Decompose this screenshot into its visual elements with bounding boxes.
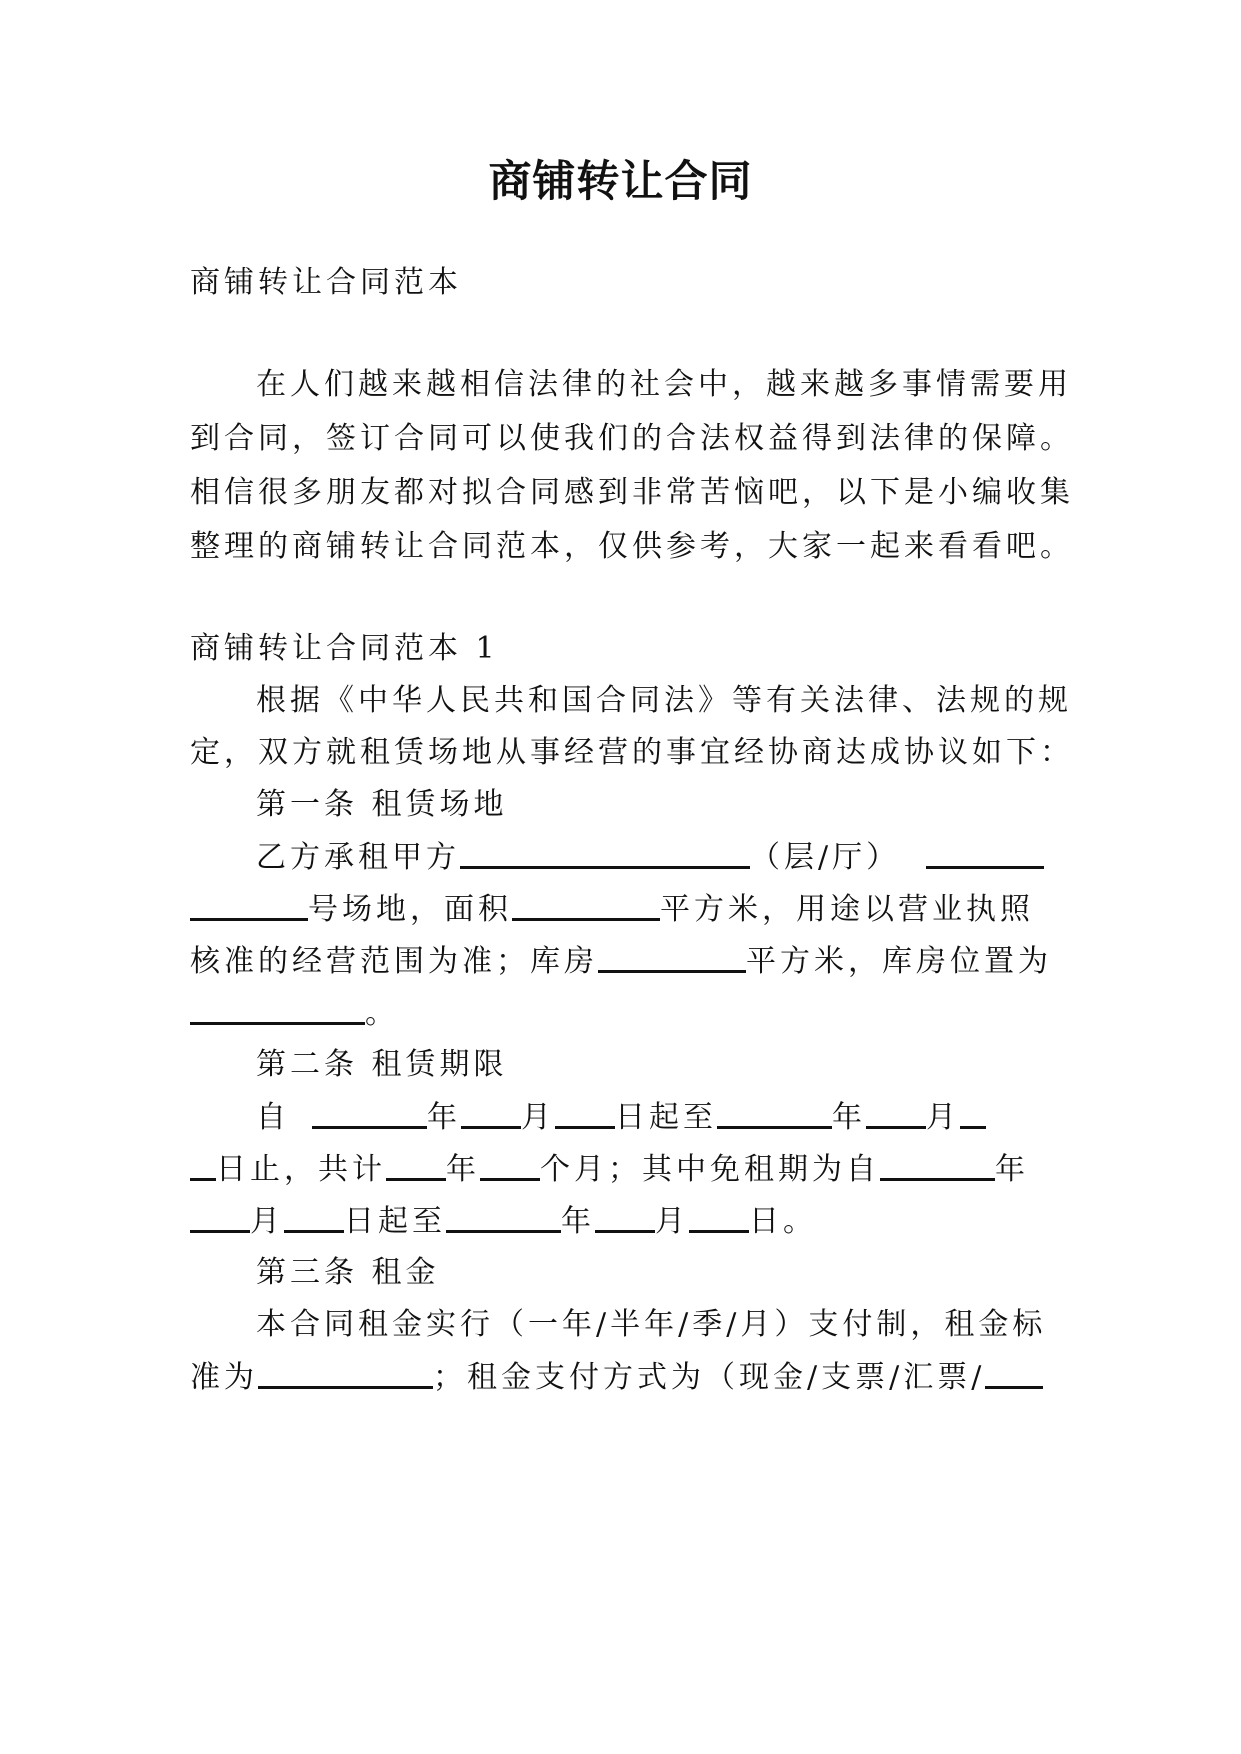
- article1-text: 平方米，用途以营业执照: [660, 892, 1034, 927]
- article3-text: 准为: [190, 1360, 258, 1395]
- article2-text: 日止，共计: [216, 1152, 386, 1187]
- document-title: 商铺转让合同: [488, 157, 753, 207]
- article1-line-4: [190, 992, 1050, 1035]
- intro-line-1: 在人们越来越相信法律的社会中，越来越多事情需要用: [256, 367, 1072, 402]
- article2-line-1: [256, 1096, 1050, 1139]
- preamble-line-2: 定，双方就租赁场地从事经营的事宜经协商达成协议如下：: [190, 735, 1074, 770]
- fill-blank: [312, 1098, 427, 1129]
- article1-text: 乙方承租甲方: [256, 840, 460, 875]
- intro-line-3: 相信很多朋友都对拟合同感到非常苦恼吧，以下是小编收集: [190, 475, 1074, 510]
- fill-blank: [960, 1098, 986, 1129]
- article3-line-2: [190, 1356, 1050, 1399]
- article1-text: 号场地，面积: [308, 892, 512, 927]
- fill-blank: [985, 1358, 1043, 1389]
- fill-blank: [258, 1358, 433, 1389]
- article2-text: 年: [561, 1204, 595, 1239]
- fill-blank: [717, 1098, 832, 1129]
- fill-blank: [512, 890, 660, 921]
- article1-line-3: [190, 940, 1050, 983]
- fill-blank: [284, 1202, 344, 1233]
- article2-text: 年: [995, 1152, 1029, 1187]
- article2-text: 月: [655, 1204, 689, 1239]
- article1-heading: 第一条 租赁场地: [256, 787, 508, 822]
- article2-text: 年: [832, 1100, 866, 1135]
- fill-blank: [555, 1098, 615, 1129]
- preamble-line-1: 根据《中华人民共和国合同法》等有关法律、法规的规: [256, 683, 1072, 718]
- fill-blank: [866, 1098, 926, 1129]
- article3-line-1: 本合同租金实行（一年/半年/季/月）支付制，租金标: [256, 1307, 1047, 1342]
- fill-blank: [689, 1202, 749, 1233]
- fill-blank: [460, 838, 750, 869]
- intro-line-4: 整理的商铺转让合同范本，仅供参考，大家一起来看看吧。: [190, 529, 1074, 564]
- fill-blank: [190, 1202, 250, 1233]
- article2-text: 月: [926, 1100, 960, 1135]
- section-title: 商铺转让合同范本 1: [190, 631, 499, 666]
- article1-text: 平方米，库房位置为: [746, 944, 1052, 979]
- fill-blank: [461, 1098, 521, 1129]
- fill-blank: [190, 994, 365, 1025]
- article2-text: 年: [446, 1152, 480, 1187]
- article1-text: （层/厅）: [750, 840, 901, 875]
- article1-line-1: [256, 836, 1050, 879]
- article2-text: 日起至: [344, 1204, 446, 1239]
- article1-line-2: [190, 888, 1050, 931]
- article2-text: 年: [427, 1100, 461, 1135]
- article2-text: 日。: [749, 1204, 817, 1239]
- fill-blank: [190, 890, 308, 921]
- document-subtitle: 商铺转让合同范本: [190, 265, 462, 300]
- fill-blank: [480, 1150, 540, 1181]
- article2-text: 月: [250, 1204, 284, 1239]
- article2-line-2: [190, 1148, 1050, 1191]
- article3-text: ；租金支付方式为（现金/支票/汇票/: [433, 1360, 986, 1395]
- article2-line-3: [190, 1200, 1050, 1243]
- article3-heading: 第三条 租金: [256, 1255, 440, 1290]
- fill-blank: [926, 838, 1044, 869]
- fill-blank: [190, 1150, 216, 1181]
- article2-heading: 第二条 租赁期限: [256, 1047, 508, 1082]
- article1-text: 。: [365, 996, 399, 1031]
- fill-blank: [598, 942, 746, 973]
- intro-line-2: 到合同，签订合同可以使我们的合法权益得到法律的保障。: [190, 421, 1074, 456]
- article2-text: 个月；其中免租期为自: [540, 1152, 880, 1187]
- fill-blank: [880, 1150, 995, 1181]
- fill-blank: [386, 1150, 446, 1181]
- article2-text: 日起至: [615, 1100, 717, 1135]
- article2-text: 月: [521, 1100, 555, 1135]
- fill-blank: [446, 1202, 561, 1233]
- article1-text: 核准的经营范围为准；库房: [190, 944, 598, 979]
- article2-text: 自: [256, 1100, 290, 1135]
- fill-blank: [595, 1202, 655, 1233]
